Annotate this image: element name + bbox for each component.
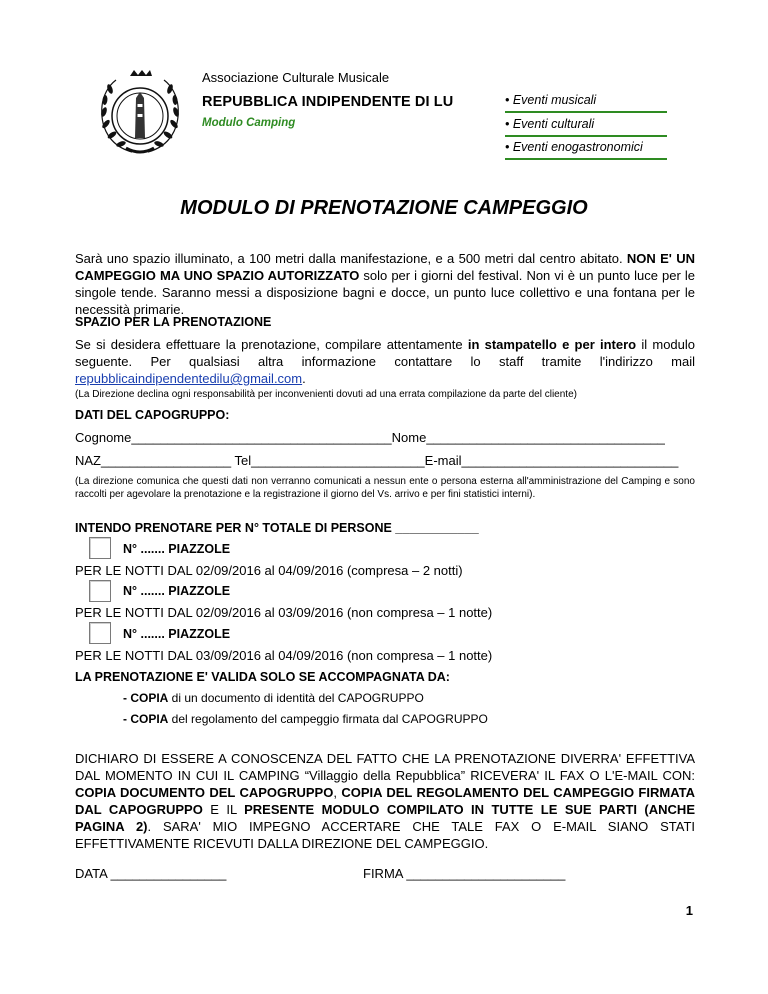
persons-count-line[interactable]: INTENDO PRENOTARE PER N° TOTALE DI PERSONE ____________ xyxy=(75,521,479,535)
module-subtitle: Modulo Camping xyxy=(202,117,296,129)
signature-field[interactable]: FIRMA ______________________ xyxy=(363,866,566,881)
association-name: Associazione Culturale Musicale xyxy=(202,70,390,85)
option-2-checkbox[interactable] xyxy=(89,580,111,602)
page-title: MODULO DI PRENOTAZIONE CAMPEGGIO xyxy=(180,197,588,219)
event-item-food: • Eventi enogastronomici xyxy=(505,140,667,160)
option-1-nights: PER LE NOTTI DAL 02/09/2016 al 04/09/2016 (compresa – 2 notti) xyxy=(75,563,463,578)
option-3-checkbox[interactable] xyxy=(89,622,111,644)
contact-fields-line[interactable]: NAZ__________________ Tel________________________E-mail______________________________ xyxy=(75,453,679,468)
name-fields-line[interactable]: Cognome____________________________________Nome_________________________________ xyxy=(75,430,665,445)
privacy-note: (La direzione comunica che questi dati non verranno comunicati a nessun ente o persona esterna all'amministrazione del Camping e sono raccolti per agevolare la prenotazione e la registrazione il giorno del Vs. arrivo e per fini statistici interni). xyxy=(75,476,695,500)
booking-heading: SPAZIO PER LA PRENOTAZIONE xyxy=(75,315,272,329)
copy-requirement-2: - COPIA del regolamento del campeggio firmata dal CAPOGRUPPO xyxy=(123,712,488,726)
date-field[interactable]: DATA ________________ xyxy=(75,866,227,881)
disclaimer-note: (La Direzione declina ogni responsabilità per inconvenienti dovuti ad una errata compilazione da parte del cliente) xyxy=(75,389,577,400)
event-item-music: • Eventi musicali xyxy=(505,93,667,113)
contact-email-link[interactable]: repubblicaindipendentedilu@gmail.com xyxy=(75,371,303,386)
instructions-paragraph: Se si desidera effettuare la prenotazione, compilare attentamente in stampatello e per intero il modulo seguente. Per qualsiasi altra informazione contattare lo staff tramite l'indirizzo mail repubblicaindipendentedilu@gmail.com. xyxy=(75,337,695,386)
option-2-nights: PER LE NOTTI DAL 02/09/2016 al 03/09/2016 (non compresa – 1 notte) xyxy=(75,605,493,620)
page-number: 1 xyxy=(685,903,693,918)
event-item-culture: • Eventi culturali xyxy=(505,117,667,137)
intro-paragraph: Sarà uno spazio illuminato, a 100 metri dalla manifestazione, e a 500 metri dal centro abitato. NON E' UN CAMPEGGIO MA UNO SPAZIO AUTORIZZATO solo per i giorni del festival. Non vi è un punto luce per le singole tende. Saranno messi a disposizione bagni e docce, un punto luce collettivo e una fontana per le necessità primarie. xyxy=(75,251,695,317)
option-1-label: N° ....... PIAZZOLE xyxy=(123,542,231,556)
leader-heading: DATI DEL CAPOGRUPPO: xyxy=(75,408,230,422)
copy-requirement-1: - COPIA di un documento di identità del CAPOGRUPPO xyxy=(123,691,424,705)
option-3-nights: PER LE NOTTI DAL 03/09/2016 al 04/09/2016 (non compresa – 1 notte) xyxy=(75,648,493,663)
declaration-paragraph: DICHIARO DI ESSERE A CONOSCENZA DEL FATTO CHE LA PRENOTAZIONE DIVERRA' EFFETTIVA DAL MOMENTO IN CUI IL CAMPING “Villaggio della Repubblica” RICEVERA' IL FAX O L'E-MAIL CON: COPIA DOCUMENTO DEL CAPOGRUPPO, COPIA DEL REGOLAMENTO DEL CAMPEGGIO FIRMATA DAL CAPOGRUPPO E IL PRESENTE MODULO COMPILATO IN TUTTE LE SUE PARTI (ANCHE PAGINA 2). SARA' MIO IMPEGNO ACCERTARE CHE TALE FAX O E-MAIL SIANO STATI EFFETTIVAMENTE RICEVUTI DALLA DIREZIONE DEL CAMPEGGIO. xyxy=(75,751,695,851)
option-2-label: N° ....... PIAZZOLE xyxy=(123,584,231,598)
republic-name: REPUBBLICA INDIPENDENTE DI LU xyxy=(202,94,454,110)
option-1-checkbox[interactable] xyxy=(89,537,111,559)
valid-heading: LA PRENOTAZIONE E' VALIDA SOLO SE ACCOMPAGNATA DA: xyxy=(75,670,450,684)
option-3-label: N° ....... PIAZZOLE xyxy=(123,627,231,641)
association-logo-icon xyxy=(92,68,188,160)
